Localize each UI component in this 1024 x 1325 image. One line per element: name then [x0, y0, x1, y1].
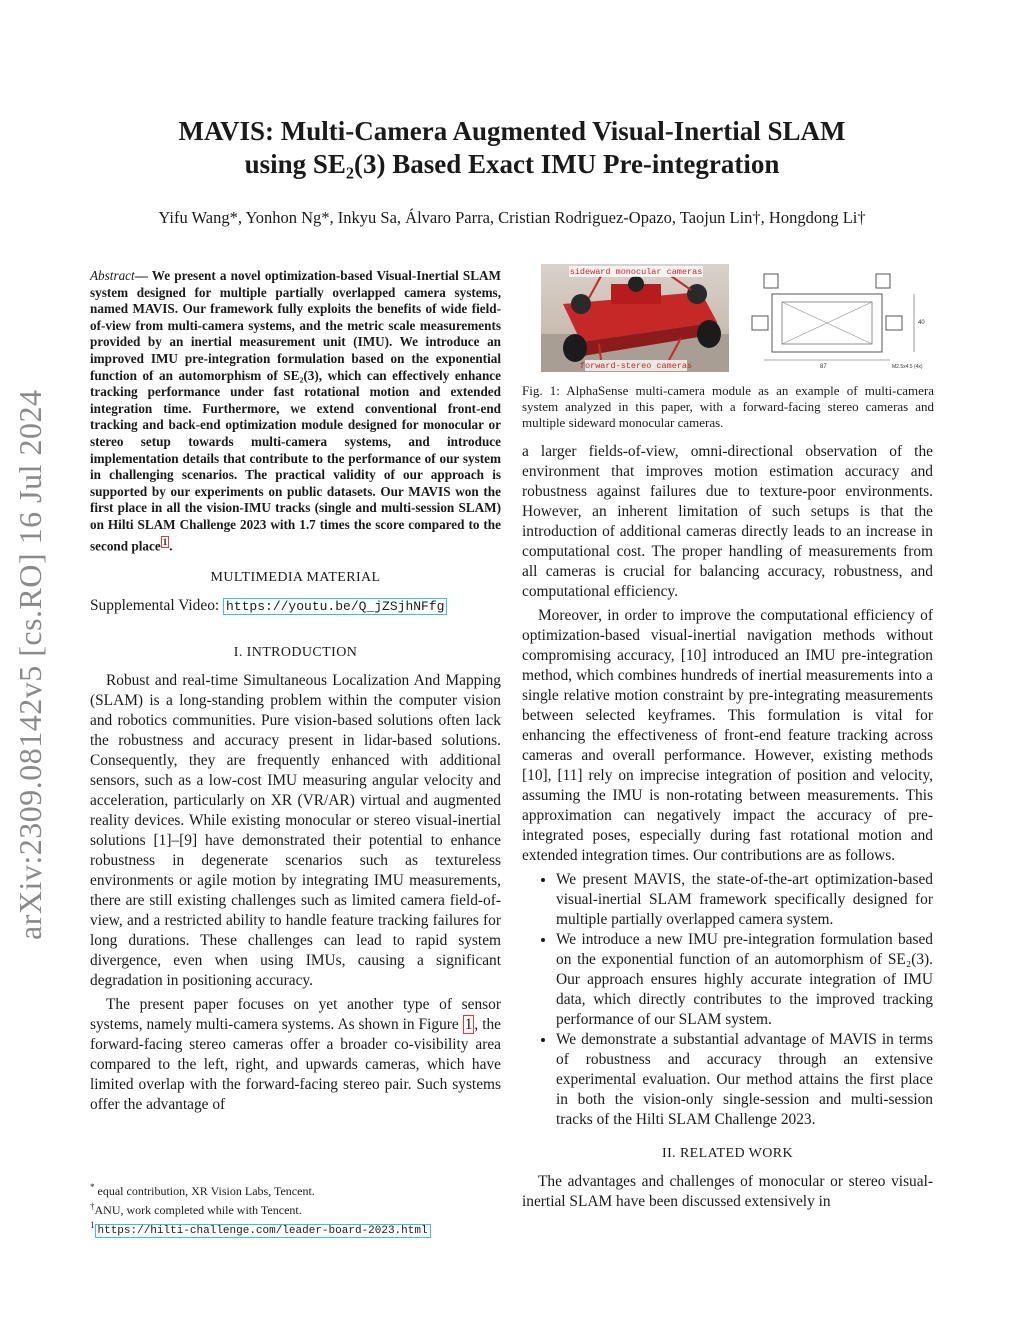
- abstract-text: — We present a novel optimization-based Visual-Inertial SLAM system designed for multiple partially overlapped camera systems, named MAVIS. Our framework fully exploits the benefits of wide field-of-view from multi-camera systems, and the metric scale measurements provided by an inertial measurement unit (IMU). We introduce an improved IMU pre-integration formulation based on the exponential function of an automorphism of SE₂(3), which can effectively enhance tracking performance under fast rotational motion and extended integration time. Furthermore, we extend conventional front-end tracking and back-end optimization module designed for monocular or stereo setup towards multi-camera systems, and introduce implementation details that contribute to the performance of our system in challenging scenarios. The practical validity of our approach is supported by our experiments on public datasets. Our MAVIS won the first place in all the vision-IMU tracks (single and multi-session SLAM) on Hilti SLAM Challenge 2023 with 1.7 times the score compared to the second place: [90, 268, 501, 553]
- label-sideward-cameras: sideward monocular cameras: [569, 267, 703, 277]
- intro-p2-start: The present paper focuses on yet another type of sensor systems, namely multi-camera systems. As shown in Figure: [90, 996, 501, 1034]
- abstract-label: Abstract: [90, 268, 135, 283]
- contribution-item: • We introduce a new IMU pre-integration formulation based on the exponential function of an automorphism of SE₂(3). Our approach ensures highly accurate integration of IMU data, which directly contributes to the improved tracking performance of our SLAM system.: [556, 930, 933, 1030]
- intro-paragraph-3: a larger fields-of-view, omni-directional observation of the environment that improves motion estimation accuracy and robustness against failures due to texture-poor environments. However, an inherent limitation of such setups is that the introduction of additional cameras directly leads to an increase in computational cost. The proper handling of measurements from all cameras is crucial for balancing accuracy, robustness, and computational efficiency.: [522, 443, 933, 600]
- supplemental-label: Supplemental Video:: [90, 597, 224, 615]
- abstract-end: .: [169, 537, 173, 553]
- label-forward-cameras: forward-stereo cameras: [579, 361, 693, 371]
- technical-drawing-svg: [744, 264, 940, 372]
- paper-title: [100, 115, 924, 181]
- supplemental-video: [90, 596, 501, 617]
- dimension-40: 40: [918, 320, 925, 326]
- related-paragraph-1: The advantages and challenges of monocular or stereo visual-inertial SLAM have been discussed extensively in: [522, 1173, 933, 1210]
- video-link[interactable]: https://youtu.be/Q_jZSjhNFfg: [223, 598, 447, 615]
- left-column: [90, 268, 501, 1119]
- robot-photo-drawing: [541, 264, 729, 372]
- contribution-item: • We demonstrate a substantial advantage of MAVIS in terms of robustness and accuracy through an extensive experimental evaluation. Our method attains the first place in both the vision-only single-session and multi-session tracks of the Hilti SLAM Challenge 2023.: [556, 1030, 933, 1130]
- intro-p2-end: , the forward-facing stereo cameras offer a broader co-visibility area compared to the left, right, and upwards cameras, which have limited overlap with the forward-facing stereo pair. Such systems offer the advantage of: [90, 1016, 502, 1114]
- arxiv-identifier: arXiv:2309.08142v5 [cs.RO] 16 Jul 2024: [12, 389, 48, 940]
- right-column: [522, 442, 933, 1216]
- introduction-heading: I. INTRODUCTION: [233, 645, 358, 661]
- dimension-87: 87: [820, 364, 827, 370]
- author-list: Yifu Wang*, Yonhon Ng*, Inkyu Sa, Álvaro Parra, Cristian Rodriguez-Opazo, Taojun Lin†, Hongdong Li†: [158, 208, 866, 227]
- footnote-ref-link[interactable]: 1: [162, 536, 168, 547]
- footnotes: [90, 1180, 510, 1239]
- abstract: [90, 268, 501, 554]
- intro-paragraph-2: [90, 995, 501, 1115]
- hilti-leaderboard-link[interactable]: https://hilti-challenge.com/leader-board-2023.html: [95, 1224, 431, 1238]
- footnote-hilti: $^1$ https://hilti-challenge.com/leader-board-2023.html: [90, 1218, 510, 1239]
- footnote-anu: †ANU, work completed while with Tencent.: [90, 1201, 302, 1217]
- title-line-2: using SE₂(3) Based Exact IMU Pre-integration: [244, 149, 780, 179]
- robot-photo: [541, 264, 729, 372]
- intro-paragraph-4: Moreover, in order to improve the computational efficiency of optimization-based visual-inertial navigation methods without compromising accuracy, [10] introduced an IMU pre-integration method, which combines hundreds of inertial measurements into a single relative motion constraint by pre-integrating measurements between selected keyframes. This formulation is vital for enhancing the effectiveness of front-end feature tracking across cameras and overall performance. However, existing methods [10], [11] rely on imprecise integration of position and velocity, assuming the IMU is non-rotating between measurements. This approximation can negatively impact the accuracy of pre-integrated poses, especially during fast rotational motion and extended integration times. Our contributions are as follows.: [522, 607, 933, 864]
- figure-1: [541, 264, 945, 372]
- figure-1-caption: Fig. 1: AlphaSense multi-camera module as an example of multi-camera system analyzed in this paper, with a forward-facing stereo cameras and multiple sideward monocular cameras.: [522, 383, 934, 430]
- technical-drawing: [744, 264, 940, 372]
- dimension-m2: M2.5x4.5 (4x): [892, 364, 923, 370]
- title-line-1: MAVIS: Multi-Camera Augmented Visual-Inertial SLAM: [178, 116, 846, 146]
- intro-paragraph-1: Robust and real-time Simultaneous Localization And Mapping (SLAM) is a long-standing problem within the computer vision and robotics communities. Pure vision-based solutions often lack the robustness and accuracy present in lidar-based solutions. Consequently, they are frequently enhanced with additional sensors, such as a low-cost IMU measuring angular velocity and acceleration, particularly on XR (VR/AR) virtual and augmented reality devices. While existing monocular or stereo visual-inertial solutions [1]–[9] have demonstrated their potential to enhance robustness in degenerate scenarios such as textureless environments or agile motion by integrating IMU measurements, there are still existing challenges such as limited camera field-of-view, and a restricted ability to handle feature tracking failures for long durations. These challenges can lead to rapid system divergence, even when using IMUs, causing a significant degradation in positioning accuracy.: [90, 672, 501, 990]
- related-work-heading: II. RELATED WORK: [662, 1146, 793, 1161]
- footnote-equal-contribution: * equal contribution, XR Vision Labs, Tencent.: [90, 1182, 315, 1198]
- figure-ref-link[interactable]: 1: [464, 1016, 473, 1034]
- contributions-list: [522, 870, 933, 1130]
- multimedia-heading: MULTIMEDIA MATERIAL: [210, 570, 381, 586]
- contribution-item: • We present MAVIS, the state-of-the-art optimization-based visual-inertial SLAM framework specifically designed for multiple partially overlapped camera system.: [556, 870, 933, 930]
